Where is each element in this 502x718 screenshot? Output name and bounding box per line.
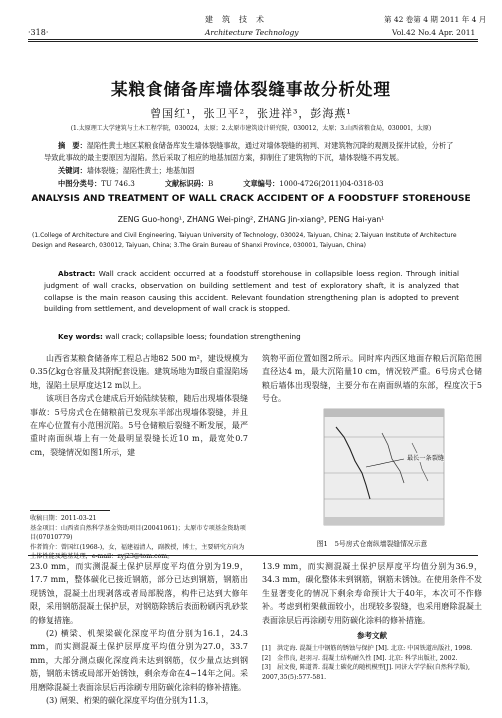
paragraph: (2) 横梁、机架梁碳化深度平均值分别为16.1，24.3 mm，而实测混凝土保护层厚度平均值分别为27.0，33.7 mm，大部分测点碳化深度尚未达到钢筋，仅少量点达到钢筋，钢筋未锈或局部开始锈蚀，剩余寿命在4~14年之间。采用磨除混凝土表面涂层后再涂刷专用防碳化涂料的修补措施。 xyxy=(30,629,248,692)
keywords-en-label: Key words: xyxy=(58,332,103,341)
abstract-en-label: Abstract: xyxy=(58,269,96,278)
reference-item: [3] 屈文俊, 陈道普. 混凝土碳化的随机模型[J]. 同济大学学报(自然科学版), 2007,35(5):577-581. xyxy=(262,664,470,681)
affiliation-en: (1.College of Architecture and Civil Engineering, Taiyuan University of Technology, 030024, Taiyuan, China; 2.Taiyuan Institute of Architecture Design and Research, 030012, Taiyuan, China; 3.The Grain Bureau of Shanxi Province, 030001, Taiyuan, China) xyxy=(32,232,457,249)
crack-label: 最长一条裂缝 xyxy=(407,455,445,462)
abstract-en xyxy=(44,268,459,315)
keywords-en xyxy=(44,332,459,341)
paragraph: 山西省某粮食储备库工程总占地82 500 m²，建设规模为0.35亿kg仓容量及其附配套设施。建筑场地为Ⅱ级自重湿陷场地，湿陷土层厚度达12 m以上。 xyxy=(30,354,248,390)
affiliation-cn: (1.太原理工大学建筑与土木工程学院，030024，太原；2.太原市建筑设计研究院，030012，太原；3.山西省粮食局，030001，太原) xyxy=(70,125,432,132)
article-id-label: 文章编号： xyxy=(243,179,280,188)
article-id-value: 1000-4726(2011)04-0318-03 xyxy=(279,179,384,188)
references-list xyxy=(262,644,482,682)
clc-label: 中图分类号： xyxy=(58,179,102,188)
clc-value: TU 746.3 xyxy=(101,179,135,188)
paragraph: (3) 闸架、桁架的碳化深度平均值分别为11.3， xyxy=(46,696,214,706)
body-right-upper xyxy=(262,352,482,406)
keywords-en-text: wall crack; collapsible loess; foundation strengthening xyxy=(105,332,301,341)
author-bio: 作者简介：曾国红(1968-)，女，福建福清人，副教授，博士，主要研究方向为土体性能及地基处理，e-mail：zyj23@tom.com。 xyxy=(30,543,245,560)
body-right-lower xyxy=(262,560,482,627)
classification-line xyxy=(44,178,459,190)
references-heading: 参考文献 xyxy=(357,631,387,640)
page-number: ·318· xyxy=(28,28,49,37)
paragraph: 13.9 mm，而实测混凝土保护层厚度平均值分别为36.9，34.3 mm，碳化整体未到钢筋，钢筋未锈蚀。在使用条件不发生显著变化的情况下剩余寿命预计大于40年，本次可不作修补。考虑到桁架截面较小，出现较多裂缝，也采用磨除混凝土表面涂层后再涂刷专用防碳化涂料的修补措施。 xyxy=(262,562,482,625)
issue-info-cn: 第 42 卷第 4 期 2011 年 4 月 xyxy=(384,15,487,24)
body-left-lower xyxy=(30,560,248,707)
body-left-upper xyxy=(30,352,248,459)
journal-name-cn: 建筑技术 xyxy=(205,15,273,24)
figure-1-caption: 图1 5号房式仓南纵墙裂缝情况示意 xyxy=(316,540,428,548)
paragraph: 23.0 mm，而实测混凝土保护层厚度平均值分别为19.9，17.7 mm，整体碳化已接近钢筋，部分已达到钢筋，钢筋出现锈蚀，混凝土出现剥落或者局部脱落，构件已达到大修年限，采用钢筋混凝土保护层，对钢筋除锈后表面粉刷丙乳砂浆的修复措施。 xyxy=(30,562,248,625)
doc-code-value: B xyxy=(208,179,214,188)
abstract-cn xyxy=(44,140,459,164)
section-rule xyxy=(28,555,478,556)
fund-info: 基金项目：山西省自然科学基金资助项目(20041061)；太原市专项基金资助项目(07010779) xyxy=(30,524,246,541)
keywords-cn xyxy=(44,165,459,177)
keywords-cn-label: 关键词： xyxy=(58,166,87,175)
reference-item: [1] 洪定海. 混凝土中钢筋的锈蚀与保护 [M]. 北京: 中国铁道出版社, 1998. xyxy=(262,645,473,652)
header-rule xyxy=(28,39,478,40)
received-date: 收稿日期：2011-03-21 xyxy=(30,515,97,522)
abstract-en-text: Wall crack accident occurred at a foodstuff storehouse in collapsible loess region. Through initial judgment of wall cracks, observation on building settlement and test of exploratory shaft, it is analyzed that collapse is the main reason causing this accident. Relevant foundation strengthening plan is adopted to prevent building from settlement, and development of wall crack is stopped. xyxy=(44,269,459,314)
author-list-en: ZENG Guo-hong¹, ZHANG Wei-ping², ZHANG Jin-xiang³, PENG Hai-yan¹ xyxy=(117,215,385,224)
header-rule-2 xyxy=(28,41,478,42)
reference-item: [2] 金伟良, 赵羽习. 混凝土结构耐久性 [M]. 北京: 科学出版社, 2002. xyxy=(262,654,458,662)
paper-title-en: ANALYSIS AND TREATMENT OF WALL CRACK ACCIDENT OF A FOODSTUFF STOREHOUSE xyxy=(31,194,471,204)
keywords-cn-text: 墙体裂缝；湿陷性黄土；地基加固 xyxy=(86,166,195,175)
doc-code-label: 文献标识码： xyxy=(164,179,208,188)
author-list: 曾国红¹，张卫平²，张进祥³，彭海燕¹ xyxy=(150,107,352,120)
paragraph: 该项目各房式仓建成后开始陆续装粮，随后出现墙体裂缝事故：5号房式仓在储粮前已发现东半部出现墙体裂缝，并且在库心位置有小范围沉陷。5号仓储粮后裂缝不断发展，最严重时南面纵墙上有一处最明显裂缝长近10 m，最宽处0.7 cm，裂缝情况如图1所示，建 xyxy=(30,394,248,457)
figure-1 xyxy=(262,403,482,535)
paper-title: 某粮食储备库墙体裂缝事故分析处理 xyxy=(111,80,391,99)
journal-name-en: Architecture Technology xyxy=(205,28,299,37)
abstract-cn-text: 湿陷性黄土地区某粮食储备库发生墙体裂缝事故，通过对墙体裂缝的初判、对建筑物沉降的观测及探井试验，分析了导致此事故的最主要原因为湿陷。然后采取了相应的地基加固方案，抑制住了建筑物的下沉，墙体裂缝不再发展。 xyxy=(44,141,454,162)
abstract-cn-label: 摘 要： xyxy=(58,141,87,150)
wall-crack-diagram xyxy=(262,403,482,535)
footnote-rule xyxy=(30,510,110,511)
issue-info-en: Vol.42 No.4 Apr. 2011 xyxy=(392,28,476,37)
paragraph: 筑物平面位置如图2所示。同时库内西区地面存粮后沉陷范围直径达4 m，最大沉陷量10 cm，情况较严重。6号房式仓储粮后墙体出现裂缝，主要分布在南面纵墙的东部，程度次于5号仓。 xyxy=(262,354,482,404)
